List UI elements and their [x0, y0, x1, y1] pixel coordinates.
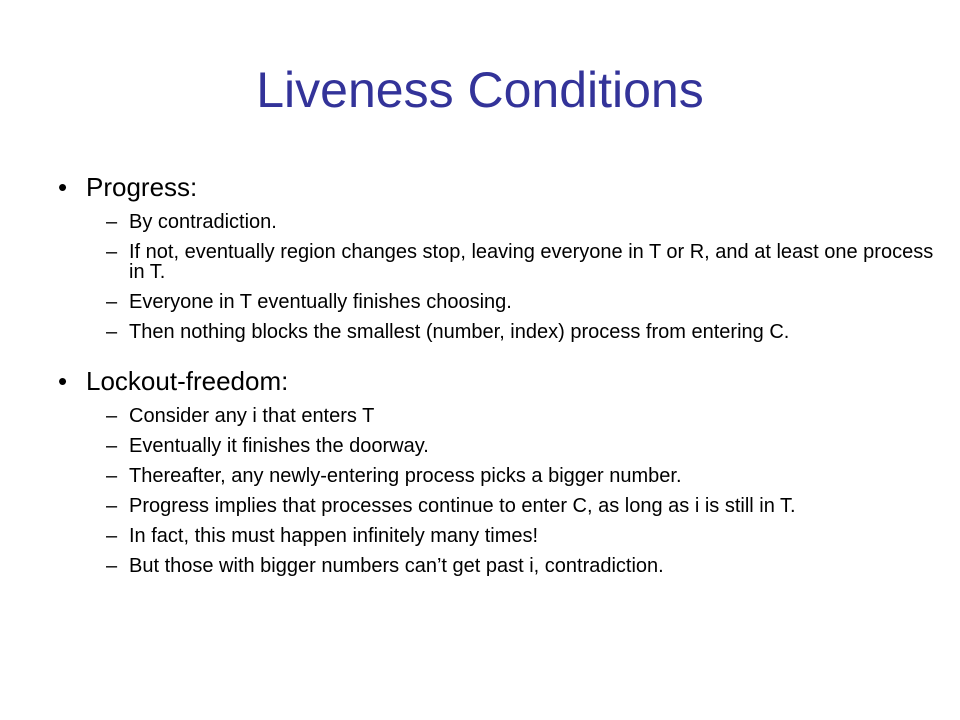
- sub-item: [58, 496, 938, 516]
- bullet-lockout-freedom: [58, 366, 938, 396]
- slide-title: Liveness Conditions: [256, 62, 704, 118]
- section-lockout-freedom: [58, 366, 938, 576]
- sub-item: [58, 556, 938, 576]
- sub-list-lockout-freedom: [58, 406, 938, 576]
- dash-icon: –: [106, 241, 118, 263]
- sub-item: [58, 292, 938, 312]
- dash-icon: –: [106, 291, 118, 313]
- sub-item: [58, 242, 938, 282]
- sub-item: [58, 526, 938, 546]
- sub-item: [58, 466, 938, 486]
- dash-icon: –: [106, 495, 118, 517]
- sub-item: [58, 406, 938, 426]
- sub-item-text: In fact, this must happen infinitely many times!: [129, 525, 539, 547]
- sub-item-text: Eventually it finishes the doorway.: [129, 435, 429, 457]
- bullet-heading: Progress:: [86, 172, 198, 202]
- dash-icon: –: [106, 525, 118, 547]
- sub-item-text: Progress implies that processes continue to enter C, as long as i is still in T.: [129, 495, 796, 517]
- sub-item-text: Consider any i that enters T: [129, 405, 375, 427]
- slide-body: [58, 172, 938, 576]
- bullet-heading: Lockout-freedom:: [86, 366, 289, 396]
- bullet-icon: •: [58, 366, 68, 396]
- sub-item-text: If not, eventually region changes stop, leaving everyone in T or R, and at least one process in T.: [129, 241, 934, 283]
- dash-icon: –: [106, 555, 118, 577]
- dash-icon: –: [106, 465, 118, 487]
- sub-item-text: But those with bigger numbers can’t get past i, contradiction.: [129, 555, 664, 577]
- bullet-icon: •: [58, 172, 68, 202]
- dash-icon: –: [106, 435, 118, 457]
- section-progress: [58, 172, 938, 342]
- sub-item-text: Thereafter, any newly-entering process picks a bigger number.: [129, 465, 682, 487]
- dash-icon: –: [106, 405, 118, 427]
- sub-list-progress: [58, 212, 938, 342]
- sub-item: [58, 322, 938, 342]
- dash-icon: –: [106, 211, 118, 233]
- sub-item-text: Everyone in T eventually finishes choosing.: [129, 291, 512, 313]
- sub-item: [58, 212, 938, 232]
- dash-icon: –: [106, 321, 118, 343]
- sub-item-text: Then nothing blocks the smallest (number, index) process from entering C.: [129, 321, 790, 343]
- sub-item-text: By contradiction.: [129, 211, 277, 233]
- sub-item: [58, 436, 938, 456]
- bullet-progress: [58, 172, 938, 202]
